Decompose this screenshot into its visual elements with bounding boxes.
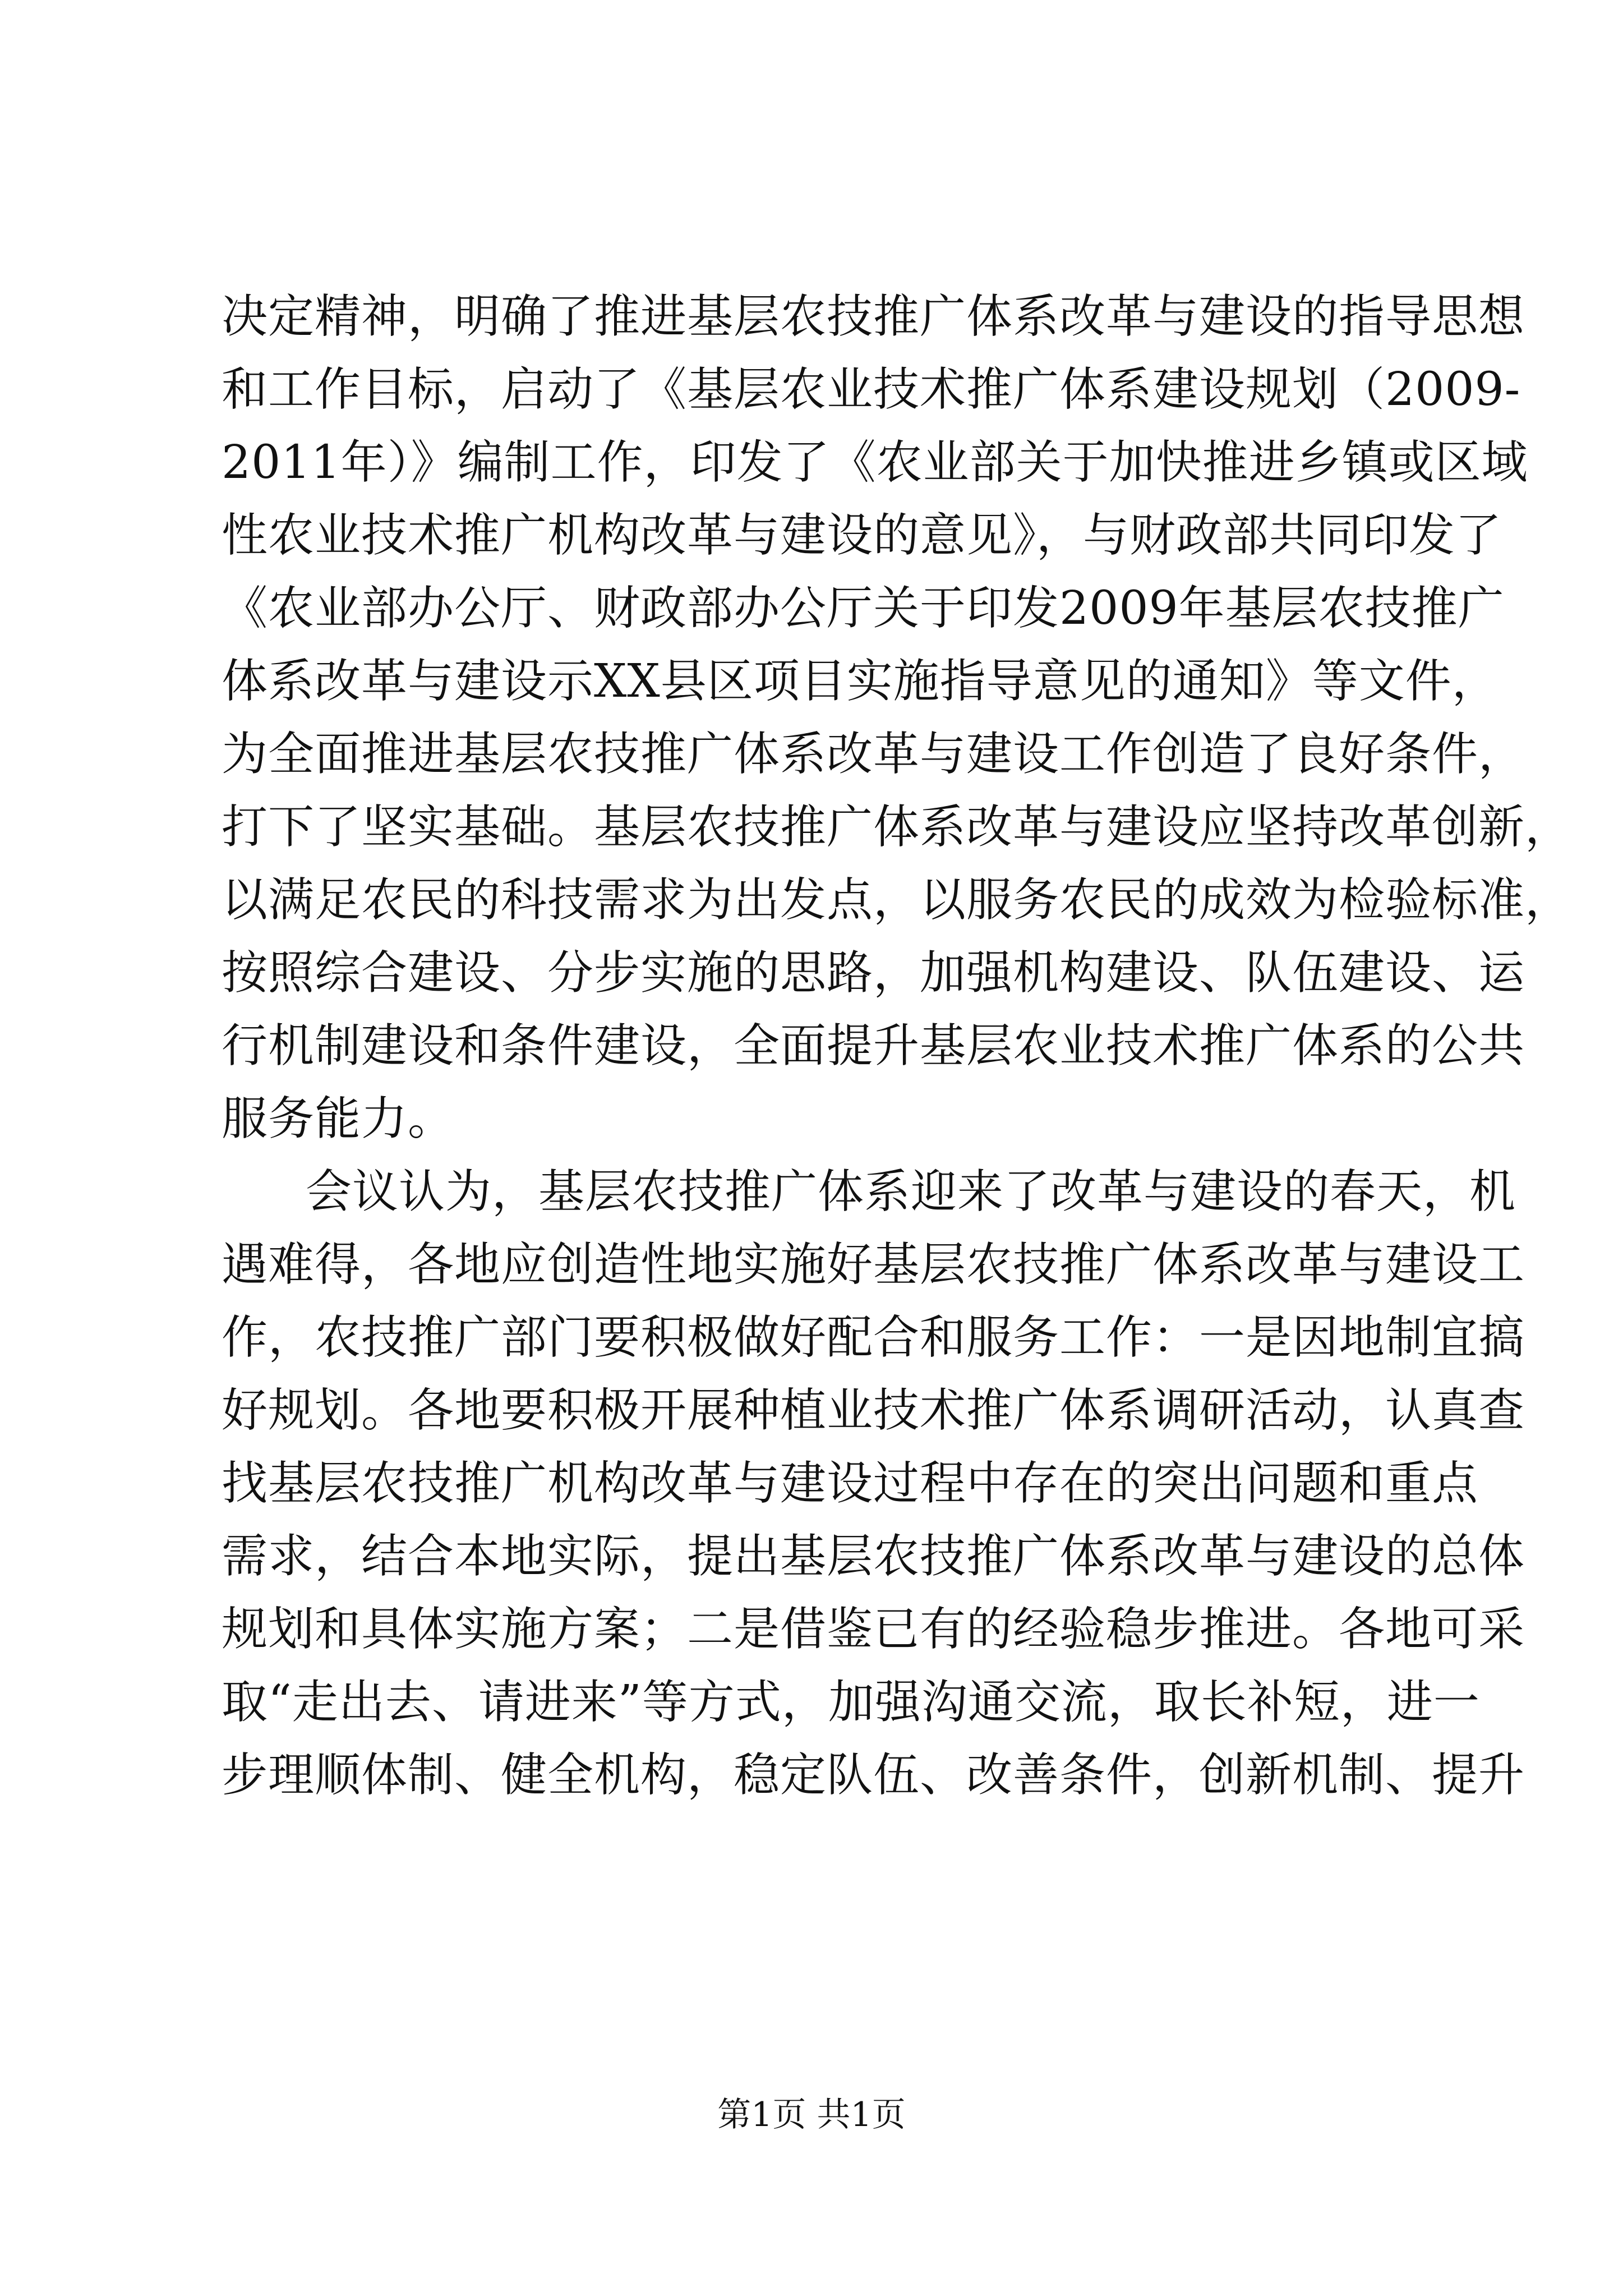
- body-text-line: 以满足农民的科技需求为出发点，以服务农民的成效为检验标准，: [222, 873, 1572, 927]
- body-text-line: 遇难得，各地应创造性地实施好基层农技推广体系改革与建设工: [222, 1238, 1525, 1291]
- body-text-line: 规划和具体实施方案；二是借鉴已有的经验稳步推进。各地可采: [222, 1603, 1525, 1656]
- body-text-line: 作，农技推广部门要积极做好配合和服务工作：一是因地制宜搞: [222, 1311, 1525, 1364]
- body-text-line: 按照综合建设、分步实施的思路，加强机构建设、队伍建设、运: [222, 946, 1525, 1000]
- body-text-line: 和工作目标，启动了《基层农业技术推广体系建设规划（2009-: [222, 363, 1521, 416]
- body-text-line: 打下了坚实基础。基层农技推广体系改革与建设应坚持改革创新，: [222, 800, 1572, 854]
- page-footer: 第1页 共1页: [717, 2095, 906, 2134]
- paragraph-first-line: 会议认为，基层农技推广体系迎来了改革与建设的春天，机: [306, 1165, 1516, 1218]
- paragraph-end-line: 服务能力。: [222, 1092, 455, 1145]
- body-text-line: 体系改革与建设示XX县区项目实施指导意见的通知》等文件，: [222, 655, 1498, 708]
- body-text-line: 为全面推进基层农技推广体系改革与建设工作创造了良好条件，: [222, 728, 1525, 781]
- body-text-line: 《农业部办公厅、财政部办公厅关于印发2009年基层农技推广: [222, 582, 1505, 635]
- body-text-line: 取“走出去、请进来”等方式，加强沟通交流，取长补短，进一: [222, 1676, 1480, 1729]
- body-text-line: 找基层农技推广机构改革与建设过程中存在的突出问题和重点: [222, 1457, 1479, 1510]
- body-text-line: 2011年）》编制工作，印发了《农业部关于加快推进乡镇或区域: [222, 436, 1528, 489]
- body-text-line: 需求，结合本地实际，提出基层农技推广体系改革与建设的总体: [222, 1530, 1525, 1583]
- body-text-line: 决定精神，明确了推进基层农技推广体系改革与建设的指导思想: [222, 290, 1525, 343]
- body-text-line: 性农业技术推广机构改革与建设的意见》，与财政部共同印发了: [222, 509, 1502, 562]
- body-text-line: 步理顺体制、健全机构，稳定队伍、改善条件，创新机制、提升: [222, 1749, 1525, 1802]
- body-text-line: 好规划。各地要积极开展种植业技术推广体系调研活动，认真查: [222, 1384, 1525, 1437]
- body-text-line: 行机制建设和条件建设，全面提升基层农业技术推广体系的公共: [222, 1019, 1525, 1073]
